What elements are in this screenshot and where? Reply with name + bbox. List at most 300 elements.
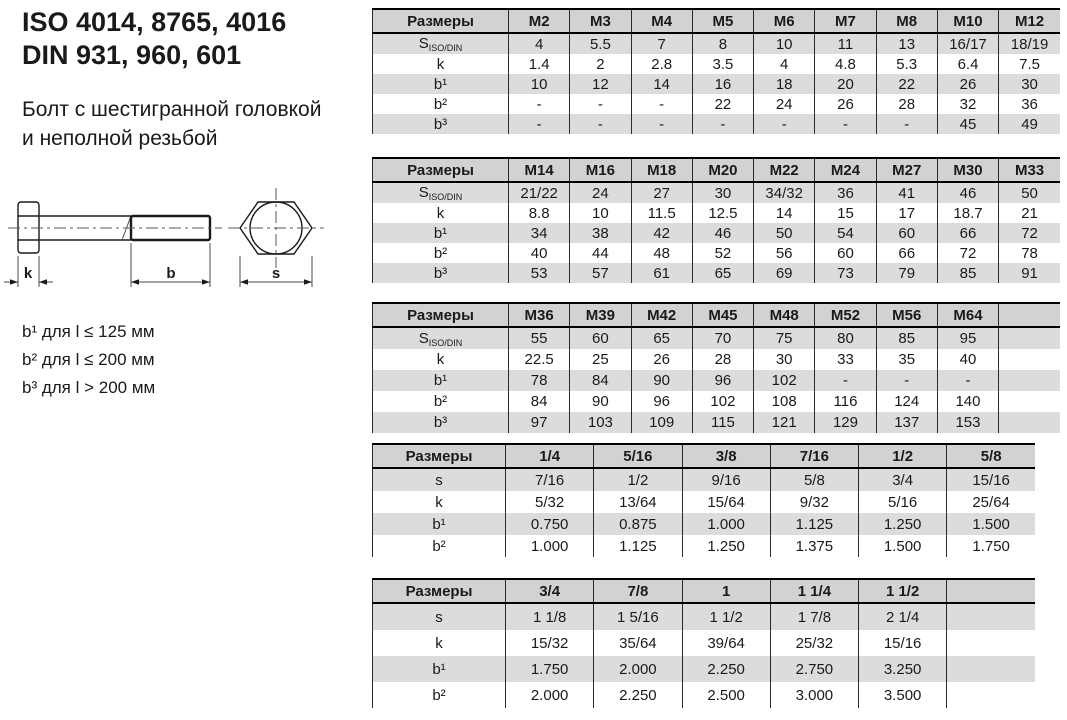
cell: 85 xyxy=(876,327,937,349)
cell: 96 xyxy=(631,391,692,412)
cell: 38 xyxy=(570,223,631,243)
cell: - xyxy=(509,94,570,114)
column-header: M7 xyxy=(815,9,876,33)
cell: 28 xyxy=(692,349,753,370)
cell: 46 xyxy=(692,223,753,243)
cell: 15 xyxy=(815,203,876,223)
cell: 11.5 xyxy=(631,203,692,223)
row-label: s xyxy=(373,603,506,630)
cell: 102 xyxy=(692,391,753,412)
cell: 25/32 xyxy=(770,630,858,656)
cell: 34 xyxy=(509,223,570,243)
cell: 40 xyxy=(509,243,570,263)
cell: 32 xyxy=(937,94,998,114)
cell xyxy=(999,327,1060,349)
cell: 6.4 xyxy=(937,54,998,74)
column-header: M30 xyxy=(937,158,998,182)
cell: 21 xyxy=(999,203,1060,223)
cell: 36 xyxy=(999,94,1060,114)
header-sizes-label: Размеры xyxy=(373,158,509,182)
cell: 36 xyxy=(815,182,876,203)
row-label: b¹ xyxy=(373,656,506,682)
column-header: 5/16 xyxy=(594,444,682,468)
table-row xyxy=(373,370,1061,391)
cell: 24 xyxy=(570,182,631,203)
cell: 91 xyxy=(999,263,1060,283)
column-header: M14 xyxy=(509,158,570,182)
column-header: M39 xyxy=(570,303,631,327)
cell: 30 xyxy=(754,349,815,370)
cell: 46 xyxy=(937,182,998,203)
column-header: 5/8 xyxy=(947,444,1035,468)
cell: 72 xyxy=(937,243,998,263)
table-row xyxy=(373,349,1061,370)
cell: 22 xyxy=(876,74,937,94)
cell: 108 xyxy=(754,391,815,412)
cell: 50 xyxy=(754,223,815,243)
column-header: M5 xyxy=(692,9,753,33)
cell: 25 xyxy=(570,349,631,370)
column-header: M8 xyxy=(876,9,937,33)
cell: 53 xyxy=(509,263,570,283)
table-row xyxy=(373,656,1036,682)
cell: 1.750 xyxy=(947,535,1035,557)
cell: 78 xyxy=(999,243,1060,263)
cell: 27 xyxy=(631,182,692,203)
column-header: M45 xyxy=(692,303,753,327)
title-din: DIN 931, 960, 601 xyxy=(22,40,242,70)
cell: 10 xyxy=(570,203,631,223)
header-sizes-label: Размеры xyxy=(373,303,509,327)
cell: - xyxy=(754,114,815,134)
cell: - xyxy=(509,114,570,134)
cell: 7/16 xyxy=(506,468,594,491)
cell: 21/22 xyxy=(509,182,570,203)
column-header: M4 xyxy=(631,9,692,33)
table-m14-m33 xyxy=(372,157,1060,283)
column-header: 3/8 xyxy=(682,444,770,468)
cell xyxy=(999,412,1060,433)
cell: 1 5/16 xyxy=(594,603,682,630)
row-label: $S_{ISO/DIN}$ xyxy=(373,327,509,349)
cell: 153 xyxy=(937,412,998,433)
cell: 9/32 xyxy=(770,491,858,513)
column-header: 1/2 xyxy=(859,444,947,468)
cell: 15/16 xyxy=(947,468,1035,491)
column-header: M20 xyxy=(692,158,753,182)
cell: 16/17 xyxy=(937,33,998,54)
cell: 15/64 xyxy=(682,491,770,513)
cell: 2.750 xyxy=(770,656,858,682)
page-subtitle xyxy=(22,95,321,153)
column-header: M42 xyxy=(631,303,692,327)
cell: 84 xyxy=(570,370,631,391)
cell: 25/64 xyxy=(947,491,1035,513)
table-host-inch-small xyxy=(372,443,1035,557)
row-label: b¹ xyxy=(373,370,509,391)
column-header: M48 xyxy=(754,303,815,327)
header-row xyxy=(373,303,1061,327)
cell: 14 xyxy=(631,74,692,94)
header-row xyxy=(373,9,1061,33)
table-host-m14-m33 xyxy=(372,157,1060,283)
cell: 1.000 xyxy=(506,535,594,557)
cell xyxy=(947,630,1035,656)
table-row xyxy=(373,491,1036,513)
header-row xyxy=(373,579,1036,603)
cell: 41 xyxy=(876,182,937,203)
header-sizes-label: Размеры xyxy=(373,9,509,33)
table-host-m2-m12 xyxy=(372,8,1060,134)
table-row xyxy=(373,54,1061,74)
cell: 18.7 xyxy=(937,203,998,223)
table-row xyxy=(373,74,1061,94)
row-label-subscript: ISO/DIN xyxy=(428,43,463,53)
footnote-b2: b² для l ≤ 200 мм xyxy=(22,350,155,369)
row-label: b¹ xyxy=(373,74,509,94)
cell: 28 xyxy=(876,94,937,114)
row-label: k xyxy=(373,630,506,656)
cell: 26 xyxy=(815,94,876,114)
cell xyxy=(947,682,1035,708)
dimension-label-s: s xyxy=(271,265,281,282)
cell: - xyxy=(631,114,692,134)
column-header: M12 xyxy=(999,9,1060,33)
table-row xyxy=(373,391,1061,412)
row-label: k xyxy=(373,349,509,370)
cell: 35/64 xyxy=(594,630,682,656)
table-row xyxy=(373,94,1061,114)
row-label: $S_{ISO/DIN}$ xyxy=(373,33,509,54)
cell: 96 xyxy=(692,370,753,391)
cell: - xyxy=(570,114,631,134)
cell: 140 xyxy=(937,391,998,412)
row-label: b³ xyxy=(373,412,509,433)
cell: 15/32 xyxy=(506,630,594,656)
cell: 2 1/4 xyxy=(859,603,947,630)
table-m36-m64 xyxy=(372,302,1060,433)
cell: 18 xyxy=(754,74,815,94)
cell: 95 xyxy=(937,327,998,349)
cell: 109 xyxy=(631,412,692,433)
row-label: b³ xyxy=(373,114,509,134)
cell: 10 xyxy=(509,74,570,94)
cell xyxy=(999,349,1060,370)
cell: 1.750 xyxy=(506,656,594,682)
cell: 54 xyxy=(815,223,876,243)
footnotes xyxy=(22,318,155,402)
cell: 5/8 xyxy=(770,468,858,491)
cell: 30 xyxy=(692,182,753,203)
cell: 20 xyxy=(815,74,876,94)
table-host-inch-large xyxy=(372,578,1035,708)
cell: 26 xyxy=(631,349,692,370)
row-label: k xyxy=(373,203,509,223)
cell: 5.3 xyxy=(876,54,937,74)
dimension-label-b: b xyxy=(166,265,176,282)
column-header: M52 xyxy=(815,303,876,327)
row-label: b² xyxy=(373,535,506,557)
cell: 45 xyxy=(937,114,998,134)
cell: 78 xyxy=(509,370,570,391)
cell: 1 7/8 xyxy=(770,603,858,630)
cell: 10 xyxy=(754,33,815,54)
cell: 1/2 xyxy=(594,468,682,491)
cell: 60 xyxy=(815,243,876,263)
cell: 1 1/2 xyxy=(682,603,770,630)
row-label: k xyxy=(373,491,506,513)
column-header xyxy=(999,303,1060,327)
cell: 2.000 xyxy=(594,656,682,682)
header-row xyxy=(373,158,1061,182)
title-iso: ISO 4014, 8765, 4016 xyxy=(22,7,287,37)
cell: 3.500 xyxy=(859,682,947,708)
cell: - xyxy=(876,114,937,134)
cell: 2.000 xyxy=(506,682,594,708)
table-row xyxy=(373,513,1036,535)
cell: 3.000 xyxy=(770,682,858,708)
cell: 13/64 xyxy=(594,491,682,513)
cell: 1 1/8 xyxy=(506,603,594,630)
table-m2-m12 xyxy=(372,8,1060,134)
cell: 103 xyxy=(570,412,631,433)
cell: 33 xyxy=(815,349,876,370)
cell: 57 xyxy=(570,263,631,283)
column-header: M36 xyxy=(509,303,570,327)
cell: 44 xyxy=(570,243,631,263)
cell: 12.5 xyxy=(692,203,753,223)
table-inch-3-4-to-1-1-2 xyxy=(372,578,1035,708)
cell: 61 xyxy=(631,263,692,283)
cell: 22 xyxy=(692,94,753,114)
cell: 9/16 xyxy=(682,468,770,491)
cell: 1.4 xyxy=(509,54,570,74)
cell: 75 xyxy=(754,327,815,349)
table-row xyxy=(373,182,1061,203)
cell xyxy=(999,370,1060,391)
cell: 1.250 xyxy=(859,513,947,535)
column-header: 3/4 xyxy=(506,579,594,603)
cell: 65 xyxy=(692,263,753,283)
column-header: 1 1/2 xyxy=(859,579,947,603)
cell xyxy=(947,603,1035,630)
cell: 72 xyxy=(999,223,1060,243)
footnote-b3: b³ для l > 200 мм xyxy=(22,378,156,397)
cell: 17 xyxy=(876,203,937,223)
cell: 14 xyxy=(754,203,815,223)
cell: 22.5 xyxy=(509,349,570,370)
cell: 129 xyxy=(815,412,876,433)
column-header: 1 xyxy=(682,579,770,603)
cell: 79 xyxy=(876,263,937,283)
cell: 30 xyxy=(999,74,1060,94)
column-header: M24 xyxy=(815,158,876,182)
table-row xyxy=(373,203,1061,223)
footnote-b1: b¹ для l ≤ 125 мм xyxy=(22,322,155,341)
cell: 121 xyxy=(754,412,815,433)
cell: 70 xyxy=(692,327,753,349)
table-row xyxy=(373,223,1061,243)
row-label-subscript: ISO/DIN xyxy=(428,192,463,202)
cell: 24 xyxy=(754,94,815,114)
column-header: M22 xyxy=(754,158,815,182)
cell: 1.125 xyxy=(594,535,682,557)
cell: 2 xyxy=(570,54,631,74)
cell: - xyxy=(876,370,937,391)
column-header: 1/4 xyxy=(506,444,594,468)
table-row xyxy=(373,412,1061,433)
cell: 1.125 xyxy=(770,513,858,535)
cell: 65 xyxy=(631,327,692,349)
cell: 7.5 xyxy=(999,54,1060,74)
cell: 2.500 xyxy=(682,682,770,708)
cell: 60 xyxy=(876,223,937,243)
cell: 80 xyxy=(815,327,876,349)
cell: 3.250 xyxy=(859,656,947,682)
cell: 5.5 xyxy=(570,33,631,54)
cell: 55 xyxy=(509,327,570,349)
cell: - xyxy=(815,114,876,134)
cell: 35 xyxy=(876,349,937,370)
cell: 8.8 xyxy=(509,203,570,223)
cell: 16 xyxy=(692,74,753,94)
dimension-label-k: k xyxy=(23,265,33,282)
cell: 73 xyxy=(815,263,876,283)
cell: 48 xyxy=(631,243,692,263)
cell: 4 xyxy=(509,33,570,54)
cell: - xyxy=(692,114,753,134)
row-label: b² xyxy=(373,243,509,263)
cell: 2.8 xyxy=(631,54,692,74)
cell: 116 xyxy=(815,391,876,412)
subtitle-line-1: Болт с шестигранной головкой xyxy=(22,98,322,121)
cell: 42 xyxy=(631,223,692,243)
cell: 137 xyxy=(876,412,937,433)
cell: 13 xyxy=(876,33,937,54)
bolt-side-view xyxy=(4,202,222,287)
cell: 5/32 xyxy=(506,491,594,513)
column-header: 1 1/4 xyxy=(770,579,858,603)
cell: 56 xyxy=(754,243,815,263)
cell: 4 xyxy=(754,54,815,74)
table-host-m36-m64 xyxy=(372,302,1060,433)
row-label-subscript: ISO/DIN xyxy=(428,337,463,348)
table-row xyxy=(373,243,1061,263)
cell: 84 xyxy=(509,391,570,412)
cell: 97 xyxy=(509,412,570,433)
cell: 4.8 xyxy=(815,54,876,74)
page-title xyxy=(22,6,286,72)
cell xyxy=(947,656,1035,682)
row-label: b¹ xyxy=(373,223,509,243)
column-header: 7/8 xyxy=(594,579,682,603)
column-header: M27 xyxy=(876,158,937,182)
row-label: b³ xyxy=(373,263,509,283)
cell: 0.750 xyxy=(506,513,594,535)
table-inch-1-4-to-5-8 xyxy=(372,443,1035,557)
cell: 15/16 xyxy=(859,630,947,656)
row-label: b¹ xyxy=(373,513,506,535)
header-row xyxy=(373,444,1036,468)
cell: 34/32 xyxy=(754,182,815,203)
table-row xyxy=(373,327,1061,349)
cell: - xyxy=(937,370,998,391)
column-header xyxy=(947,579,1035,603)
cell: 39/64 xyxy=(682,630,770,656)
table-row xyxy=(373,33,1061,54)
column-header: M56 xyxy=(876,303,937,327)
cell: 11 xyxy=(815,33,876,54)
cell: 40 xyxy=(937,349,998,370)
cell: 0.875 xyxy=(594,513,682,535)
cell: 3/4 xyxy=(859,468,947,491)
column-header: M3 xyxy=(570,9,631,33)
column-header: 7/16 xyxy=(770,444,858,468)
table-row xyxy=(373,603,1036,630)
row-label: k xyxy=(373,54,509,74)
cell: 124 xyxy=(876,391,937,412)
column-header: M6 xyxy=(754,9,815,33)
column-header: M16 xyxy=(570,158,631,182)
table-row xyxy=(373,630,1036,656)
table-row xyxy=(373,263,1061,283)
column-header: M2 xyxy=(509,9,570,33)
cell: 1.500 xyxy=(947,513,1035,535)
cell: 69 xyxy=(754,263,815,283)
cell: 26 xyxy=(937,74,998,94)
cell: 7 xyxy=(631,33,692,54)
cell xyxy=(999,391,1060,412)
cell: 115 xyxy=(692,412,753,433)
cell: 1.000 xyxy=(682,513,770,535)
cell: 2.250 xyxy=(682,656,770,682)
cell: - xyxy=(631,94,692,114)
row-label: $S_{ISO/DIN}$ xyxy=(373,182,509,203)
column-header: M64 xyxy=(937,303,998,327)
cell: 85 xyxy=(937,263,998,283)
cell: - xyxy=(815,370,876,391)
subtitle-line-2: и неполной резьбой xyxy=(22,127,218,150)
header-sizes-label: Размеры xyxy=(373,444,506,468)
cell: 12 xyxy=(570,74,631,94)
cell: 90 xyxy=(631,370,692,391)
row-label: b² xyxy=(373,682,506,708)
cell: 1.375 xyxy=(770,535,858,557)
table-row xyxy=(373,682,1036,708)
cell: 52 xyxy=(692,243,753,263)
row-label: b² xyxy=(373,94,509,114)
column-header: M10 xyxy=(937,9,998,33)
cell: 3.5 xyxy=(692,54,753,74)
cell: 1.500 xyxy=(859,535,947,557)
table-row xyxy=(373,535,1036,557)
cell: 8 xyxy=(692,33,753,54)
column-header: M33 xyxy=(999,158,1060,182)
cell: 102 xyxy=(754,370,815,391)
bolt-end-view xyxy=(228,188,324,287)
bolt-technical-drawing xyxy=(0,183,340,303)
cell: 1.250 xyxy=(682,535,770,557)
bolt-drawing-svg xyxy=(0,183,340,303)
row-label: b² xyxy=(373,391,509,412)
cell: - xyxy=(570,94,631,114)
cell: 66 xyxy=(876,243,937,263)
cell: 49 xyxy=(999,114,1060,134)
cell: 60 xyxy=(570,327,631,349)
table-row xyxy=(373,468,1036,491)
cell: 2.250 xyxy=(594,682,682,708)
cell: 66 xyxy=(937,223,998,243)
